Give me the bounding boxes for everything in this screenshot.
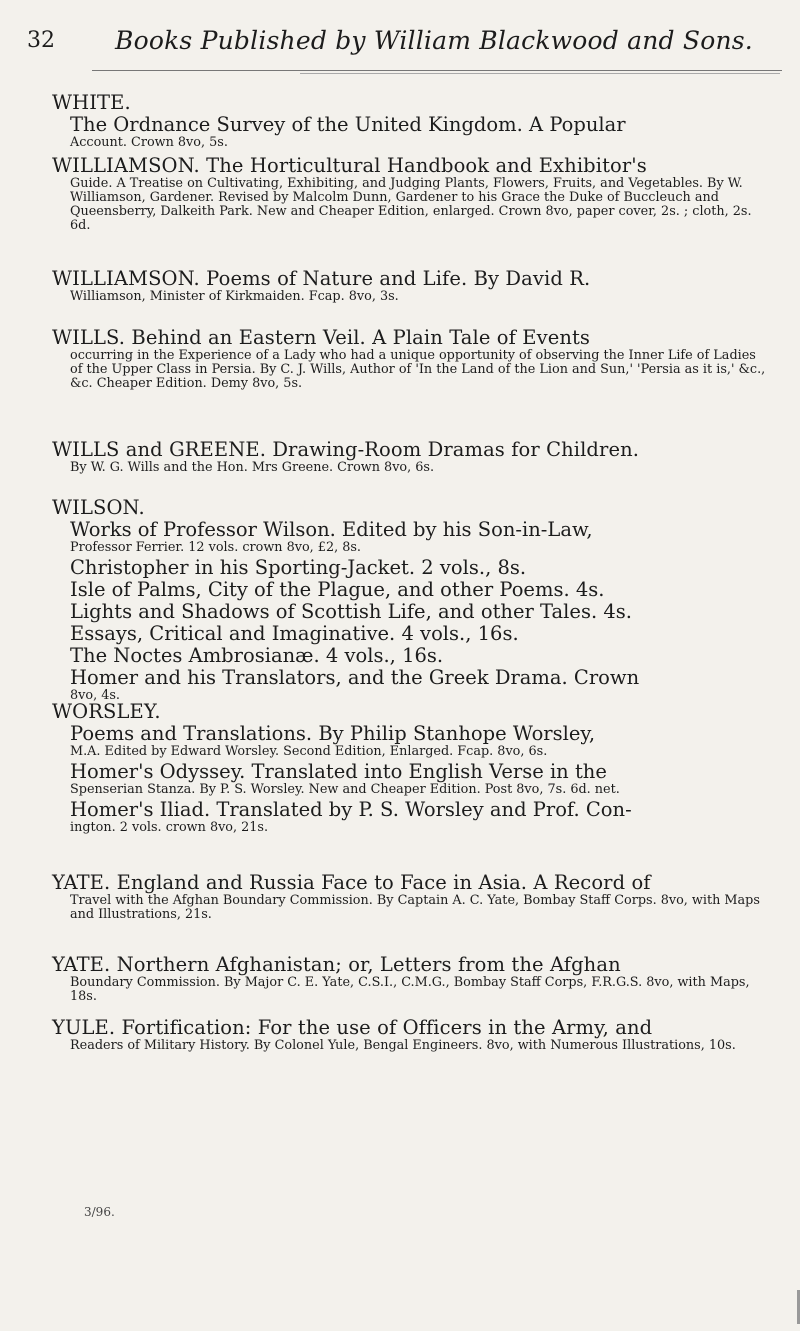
description-line: Readers of Military History. By Colonel Yule, Bengal Engineers. 8vo, with Numerous Illustrations, 10s.	[70, 1038, 736, 1053]
entry-heading	[52, 872, 772, 894]
header-rule-secondary	[300, 73, 780, 74]
running-title: Books Published by William Blackwood and Sons.	[115, 26, 753, 55]
description-line: Account. Crown 8vo, 5s.	[70, 135, 228, 150]
work-line: The Noctes Ambrosianæ. 4 vols., 16s.	[70, 644, 444, 667]
work-title: Poems of Nature and Life. By David R.	[206, 267, 591, 290]
description-line: M.A. Edited by Edward Worsley. Second Edition, Enlarged. Fcap. 8vo, 6s.	[70, 744, 548, 759]
work-line: Homer and his Translators, and the Greek Drama. Crown	[70, 666, 640, 689]
catalogue-entry	[52, 701, 772, 837]
catalogue-entry	[52, 327, 772, 393]
catalogue-entry	[52, 268, 772, 306]
author-name: WILLIAMSON.	[52, 154, 200, 177]
entry-heading	[52, 954, 772, 976]
entry-heading	[52, 1017, 772, 1039]
work-line: Homer's Iliad. Translated by P. S. Worsley and Prof. Con-	[70, 798, 632, 821]
author-name: WILLS and GREENE.	[52, 438, 266, 461]
work-line: Works of Professor Wilson. Edited by his Son-in-Law,	[70, 518, 593, 541]
work-title: Fortification: For the use of Officers in the Army, and	[121, 1016, 653, 1039]
author-name: WHITE.	[52, 91, 131, 114]
entry-heading	[52, 701, 772, 723]
work-line: Essays, Critical and Imaginative. 4 vols., 16s.	[70, 622, 519, 645]
work-title: England and Russia Face to Face in Asia. A Record of	[116, 871, 651, 894]
description-line: Travel with the Afghan Boundary Commission. By Captain A. C. Yate, Bombay Staff Corps. 8vo, with Maps and Illustrations, 21s.	[70, 893, 760, 922]
catalogue-entry	[52, 954, 772, 1006]
entry-heading	[52, 439, 772, 461]
description-line: Guide. A Treatise on Cultivating, Exhibiting, and Judging Plants, Flowers, Fruits, and Vegetables. By W. Williamson, Gardener. Revised by Malcolm Dunn, Gardener to his Grace the Duke of Buccleuch and Queensberry, Dalkeith Park. New and Cheaper Edition, enlarged. Crown 8vo, paper cover, 2s. ; cloth, 2s. 6d.	[70, 176, 752, 233]
entry-heading	[52, 155, 772, 177]
entry-heading	[52, 92, 772, 114]
catalogue-entry	[52, 1017, 772, 1055]
page-header	[27, 28, 767, 58]
work-line: Lights and Shadows of Scottish Life, and other Tales. 4s.	[70, 600, 632, 623]
author-name: WORSLEY.	[52, 700, 161, 723]
page-number: 32	[27, 28, 55, 53]
catalogue-entry	[52, 872, 772, 924]
work-title: The Horticultural Handbook and Exhibitor's	[206, 154, 647, 177]
work-line: Poems and Translations. By Philip Stanhope Worsley,	[70, 722, 596, 745]
description-line: Boundary Commission. By Major C. E. Yate, C.S.I., C.M.G., Bombay Staff Corps, F.R.G.S. 8vo, with Maps, 18s.	[70, 975, 750, 1004]
author-name: YATE.	[52, 953, 111, 976]
description-line: By W. G. Wills and the Hon. Mrs Greene. Crown 8vo, 6s.	[70, 460, 435, 475]
description-line: ington. 2 vols. crown 8vo, 21s.	[70, 820, 269, 835]
catalogue-entry	[52, 155, 772, 235]
author-name: YULE.	[52, 1016, 116, 1039]
printer-signature: 3/96.	[84, 1205, 115, 1219]
description-line: Spenserian Stanza. By P. S. Worsley. New and Cheaper Edition. Post 8vo, 7s. 6d. net.	[70, 782, 620, 797]
author-name: WILSON.	[52, 496, 145, 519]
catalogue-entry	[52, 497, 772, 705]
header-rule	[92, 70, 782, 71]
author-name: WILLS.	[52, 326, 126, 349]
work-title: Drawing-Room Dramas for Children.	[272, 438, 640, 461]
entry-heading	[52, 327, 772, 349]
catalogue-entry	[52, 92, 772, 152]
work-line: Homer's Odyssey. Translated into English Verse in the	[70, 760, 607, 783]
description-line: occurring in the Experience of a Lady who had a unique opportunity of observing the Inner Life of Ladies of the Upper Class in Persia. By C. J. Wills, Author of 'In the Land of the Lion and Sun,' 'Persia as it is,' &c., &c. Cheaper Edition. Demy 8vo, 5s.	[70, 348, 766, 391]
work-line: Christopher in his Sporting-Jacket. 2 vols., 8s.	[70, 556, 527, 579]
author-name: WILLIAMSON.	[52, 267, 200, 290]
work-line: Isle of Palms, City of the Plague, and other Poems. 4s.	[70, 578, 605, 601]
catalogue-entry	[52, 439, 772, 477]
author-name: YATE.	[52, 871, 111, 894]
work-line: The Ordnance Survey of the United Kingdom. A Popular	[70, 113, 626, 136]
description-line: Professor Ferrier. 12 vols. crown 8vo, £2, 8s.	[70, 540, 362, 555]
entry-heading	[52, 268, 772, 290]
work-title: Northern Afghanistan; or, Letters from the Afghan	[116, 953, 621, 976]
work-title: Behind an Eastern Veil. A Plain Tale of Events	[131, 326, 591, 349]
entry-heading	[52, 497, 772, 519]
description-line: 8vo, 4s.	[70, 688, 120, 703]
description-line: Williamson, Minister of Kirkmaiden. Fcap. 8vo, 3s.	[70, 289, 399, 304]
